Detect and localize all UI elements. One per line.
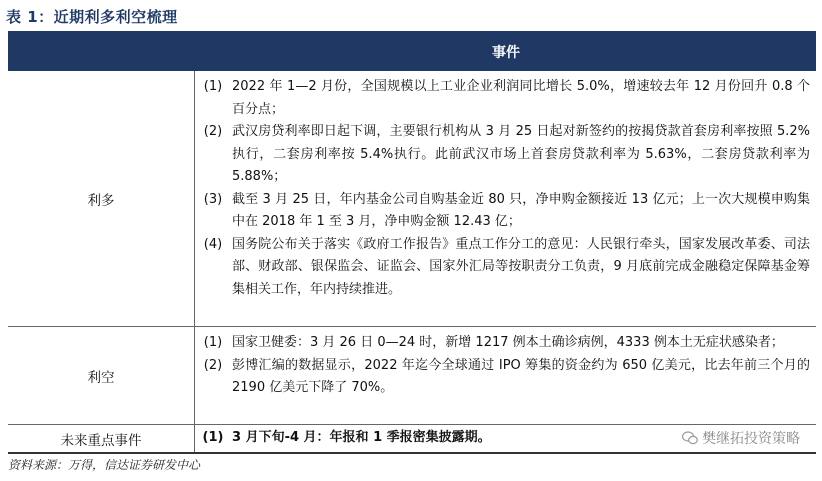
event-text: 武汉房贷利率即日起下调，主要银行机构从 3 月 25 日起对新签约的按揭贷款首套房利率按照 5.2%执行，二套房利率按 5.4%执行。此前武汉市场上首套房贷款利率为 5.63%，二套房贷款利率为 5.88%； [232,124,810,184]
event-list [194,76,816,301]
watermark [682,428,800,448]
event-item [194,355,816,400]
event-number: (1) [203,335,223,350]
event-item [194,332,816,355]
event-item [194,189,816,234]
table-header [8,31,816,71]
event-text: 国家卫健委：3 月 26 日 0—24 时，新增 1217 例本土确诊病例，4333 例本土无症状感染者； [232,335,784,350]
event-number: (1) [202,430,224,445]
category-cell: 利空 [87,369,115,386]
event-number: (4) [203,236,223,252]
event-list [194,332,816,400]
event-item [194,121,816,189]
event-number: (2) [203,357,223,373]
event-number: (3) [203,191,223,207]
event-text: 3 月下旬-4 月：年报和 1 季报密集披露期。 [232,430,491,445]
events-column-header: 事件 [492,45,520,61]
watermark-text: 樊继拓投资策略 [702,431,800,447]
event-text: 国务院公布关于落实《政府工作报告》重点工作分工的意见：人民银行牵头，国家发展改革委、司法部、财政部、银保监会、证监会、国家外汇局等按职责分工负责，9 月底前完成金融稳定保障基金筹集相关工作，年内持续推进。 [232,236,810,297]
event-item [194,234,816,302]
table-row-bullish [8,71,816,327]
event-text: 截至 3 月 25 日，年内基金公司自购基金近 80 只，净申购金额接近 13 亿元；上一次大规模申购集中在 2018 年 1 至 3 月，净申购金额 12.43 亿； [232,191,810,229]
event-item [194,76,816,121]
wechat-icon [682,431,698,445]
event-number: (2) [203,124,223,139]
category-cell: 未来重点事件 [60,432,142,449]
table-row-bearish [8,327,816,425]
event-text: 彭博汇编的数据显示，2022 年迄今全球通过 IPO 筹集的资金约为 650 亿美元，比去年前三个月的 2190 亿美元下降了 70%。 [232,357,810,395]
source-note: 资料来源：万得，信达证券研发中心 [8,458,201,472]
event-text: 2022 年 1—2 月份，全国规模以上工业企业利润同比增长 5.0%，增速较去年 12 月份回升 0.8 个百分点； [232,79,810,117]
event-number: (1) [203,79,223,94]
table-title: 表 1：近期利多利空梳理 [6,8,178,26]
category-cell: 利多 [87,192,115,209]
